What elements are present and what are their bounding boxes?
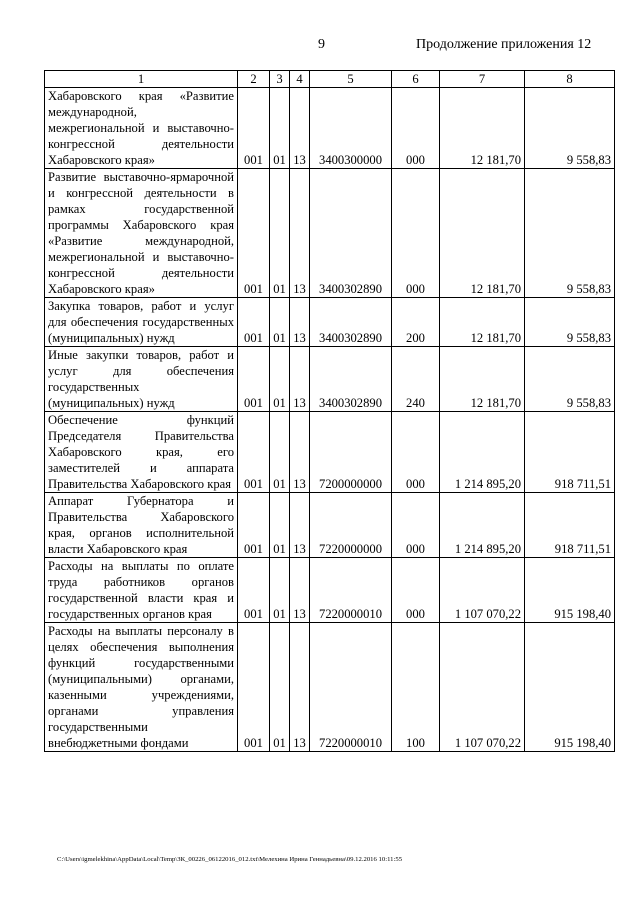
- column-header: 6: [392, 71, 440, 88]
- cell-amount-actual: 9 558,83: [525, 169, 615, 298]
- table-row: [45, 347, 615, 412]
- cell-section: 01: [270, 412, 290, 493]
- continuation-title: Продолжение приложения 12: [416, 37, 592, 52]
- cell-target: 3400302890: [310, 298, 392, 347]
- column-header: 2: [238, 71, 270, 88]
- cell-amount-actual: 918 711,51: [525, 493, 615, 558]
- cell-section: 01: [270, 298, 290, 347]
- column-header: 5: [310, 71, 392, 88]
- cell-ministry: 001: [238, 558, 270, 623]
- row-name: Обеспечение функций Председателя Правительства Хабаровского края, его заместителей и аппарата Правительства Хабаровского края: [45, 412, 238, 493]
- cell-subsection: 13: [290, 347, 310, 412]
- cell-section: 01: [270, 347, 290, 412]
- cell-subsection: 13: [290, 558, 310, 623]
- column-header: 3: [270, 71, 290, 88]
- table-row: [45, 558, 615, 623]
- cell-section: 01: [270, 169, 290, 298]
- row-name: Закупка товаров, работ и услуг для обеспечения государственных (муниципальных) нужд: [45, 298, 238, 347]
- table-header-row: [45, 71, 615, 88]
- cell-target: 3400302890: [310, 347, 392, 412]
- cell-amount-actual: 9 558,83: [525, 88, 615, 169]
- cell-target: 3400302890: [310, 169, 392, 298]
- cell-target: 7220000000: [310, 493, 392, 558]
- cell-target: 7220000010: [310, 623, 392, 752]
- cell-type: 000: [392, 88, 440, 169]
- cell-section: 01: [270, 88, 290, 169]
- table-row: [45, 298, 615, 347]
- cell-type: 000: [392, 558, 440, 623]
- footer-file-path: C:\Users\igmelekhina\AppData\Local\Temp\ЗК_00226_06122016_012.txt\Мелехина Ирина Геннадьевна\09.12.2016 10:11:55: [57, 856, 403, 863]
- row-name: Аппарат Губернатора и Правительства Хабаровского края, органов исполнительной власти Хабаровского края: [45, 493, 238, 558]
- table-row: [45, 412, 615, 493]
- cell-ministry: 001: [238, 623, 270, 752]
- cell-subsection: 13: [290, 169, 310, 298]
- page-number: 9: [318, 37, 325, 52]
- cell-type: 240: [392, 347, 440, 412]
- cell-subsection: 13: [290, 298, 310, 347]
- cell-subsection: 13: [290, 88, 310, 169]
- cell-section: 01: [270, 493, 290, 558]
- row-name: Хабаровского края «Развитие международной, межрегиональной и выставочно-конгрессной деятельности Хабаровского края»: [45, 88, 238, 169]
- cell-target: 7200000000: [310, 412, 392, 493]
- row-name: Расходы на выплаты по оплате труда работников органов государственной власти края и государственных органов края: [45, 558, 238, 623]
- column-header: 8: [525, 71, 615, 88]
- cell-subsection: 13: [290, 412, 310, 493]
- cell-target: 7220000010: [310, 558, 392, 623]
- column-header: 4: [290, 71, 310, 88]
- cell-section: 01: [270, 558, 290, 623]
- cell-amount-actual: 918 711,51: [525, 412, 615, 493]
- cell-ministry: 001: [238, 493, 270, 558]
- cell-type: 200: [392, 298, 440, 347]
- cell-ministry: 001: [238, 412, 270, 493]
- cell-section: 01: [270, 623, 290, 752]
- row-name: Иные закупки товаров, работ и услуг для обеспечения государственных (муниципальных) нужд: [45, 347, 238, 412]
- table-row: [45, 88, 615, 169]
- cell-type: 000: [392, 493, 440, 558]
- cell-amount-plan: 12 181,70: [440, 347, 525, 412]
- row-name: Расходы на выплаты персоналу в целях обеспечения выполнения функций государственными (муниципальными) органами, казенными учреждениями, органами управления государственными внебюджетными фондами: [45, 623, 238, 752]
- cell-amount-plan: 12 181,70: [440, 88, 525, 169]
- table-row: [45, 493, 615, 558]
- table-row: [45, 169, 615, 298]
- cell-ministry: 001: [238, 88, 270, 169]
- cell-ministry: 001: [238, 169, 270, 298]
- row-name: Развитие выставочно-ярмарочной и конгрессной деятельности в рамках государственной программы Хабаровского края «Развитие международной, межрегиональной и выставочно-конгрессной деятельности Хабаровского края»: [45, 169, 238, 298]
- cell-amount-plan: 12 181,70: [440, 169, 525, 298]
- cell-amount-actual: 9 558,83: [525, 347, 615, 412]
- column-header: 7: [440, 71, 525, 88]
- table-row: [45, 623, 615, 752]
- cell-amount-plan: 1 107 070,22: [440, 558, 525, 623]
- cell-amount-actual: 9 558,83: [525, 298, 615, 347]
- cell-amount-actual: 915 198,40: [525, 623, 615, 752]
- cell-amount-plan: 1 214 895,20: [440, 493, 525, 558]
- cell-amount-plan: 12 181,70: [440, 298, 525, 347]
- cell-target: 3400300000: [310, 88, 392, 169]
- column-header: 1: [45, 71, 238, 88]
- budget-table: [44, 70, 615, 752]
- cell-type: 000: [392, 169, 440, 298]
- cell-amount-plan: 1 214 895,20: [440, 412, 525, 493]
- cell-amount-actual: 915 198,40: [525, 558, 615, 623]
- cell-subsection: 13: [290, 493, 310, 558]
- cell-amount-plan: 1 107 070,22: [440, 623, 525, 752]
- cell-ministry: 001: [238, 298, 270, 347]
- cell-subsection: 13: [290, 623, 310, 752]
- cell-type: 000: [392, 412, 440, 493]
- cell-type: 100: [392, 623, 440, 752]
- cell-ministry: 001: [238, 347, 270, 412]
